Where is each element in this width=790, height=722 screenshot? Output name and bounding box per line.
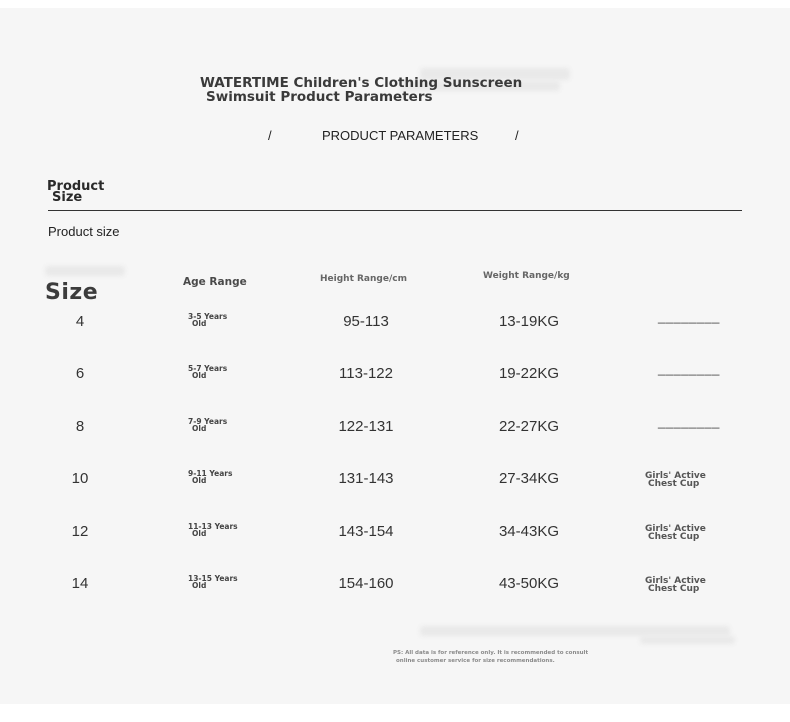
faded-text-blur: [45, 266, 125, 276]
slash-right: /: [515, 128, 519, 143]
age-cell-line-2: Old: [192, 371, 207, 380]
age-cell-line-2: Old: [192, 319, 207, 328]
size-cell: 14: [71, 575, 89, 592]
height-cell: 143-154: [338, 523, 394, 540]
footnote-line-1: PS: All data is for reference only. It is recommended to consult: [393, 650, 589, 656]
extra-cell-line-2: Chest Cup: [648, 479, 700, 489]
age-cell: [188, 470, 258, 484]
title-line-1: WATERTIME Children's Clothing Sunscreen: [200, 75, 523, 91]
weight-cell: 13-19KG: [498, 313, 560, 330]
footnote: [393, 649, 633, 665]
column-header-age: Age Range: [183, 276, 247, 288]
age-cell-line-2: Old: [192, 476, 207, 485]
extra-cell-line-1: Girls' Active: [645, 471, 706, 481]
age-cell-line-1: 13-15 Years: [188, 574, 238, 583]
section-title: [47, 181, 104, 203]
table-row: [0, 361, 790, 395]
section-divider: [48, 210, 742, 211]
column-header-size: Size: [45, 280, 99, 305]
section-title-line-2: Size: [52, 190, 83, 205]
document-title: [200, 76, 560, 104]
height-cell: 122-131: [338, 418, 394, 435]
age-cell: [188, 313, 258, 327]
extra-cell-line-2: Chest Cup: [648, 584, 700, 594]
faded-text-blur: [640, 636, 735, 644]
age-cell-line-2: Old: [192, 581, 207, 590]
section-subtitle: Product size: [48, 224, 120, 239]
weight-cell: 43-50KG: [498, 575, 560, 592]
column-header-height: Height Range/cm: [320, 274, 407, 284]
extra-cell-line-1: ________: [658, 361, 720, 376]
size-cell: 4: [75, 313, 85, 330]
extra-cell: [658, 361, 748, 376]
title-line-2: Swimsuit Product Parameters: [206, 89, 433, 105]
table-row: [0, 523, 790, 553]
extra-cell-line-1: ________: [658, 309, 720, 324]
extra-cell: [645, 577, 735, 593]
age-cell-line-1: 5-7 Years: [188, 364, 228, 373]
extra-cell-line-2: Chest Cup: [648, 532, 700, 542]
product-parameters-label: PRODUCT PARAMETERS: [322, 128, 479, 143]
age-cell: [188, 575, 258, 589]
extra-cell-line-1: Girls' Active: [645, 524, 706, 534]
size-cell: 6: [75, 365, 85, 382]
extra-cell-line-1: ________: [658, 414, 720, 429]
extra-cell: [658, 309, 748, 324]
table-row: [0, 575, 790, 605]
age-cell: [188, 523, 258, 537]
weight-cell: 34-43KG: [498, 523, 560, 540]
height-cell: 131-143: [338, 470, 394, 487]
age-cell-line-2: Old: [192, 424, 207, 433]
age-cell-line-1: 3-5 Years: [188, 312, 228, 321]
height-cell: 154-160: [338, 575, 394, 592]
table-row: [0, 414, 790, 448]
product-parameters-sheet: [0, 8, 790, 704]
table-row: [0, 470, 790, 500]
age-cell-line-1: 7-9 Years: [188, 417, 228, 426]
extra-cell: [658, 414, 748, 429]
weight-cell: 19-22KG: [498, 365, 560, 382]
height-cell: 113-122: [339, 365, 393, 382]
column-header-weight: Weight Range/kg: [483, 271, 570, 281]
faded-text-blur: [420, 626, 730, 636]
age-cell-line-1: 11-13 Years: [188, 522, 238, 531]
height-cell: 95-113: [343, 313, 389, 330]
extra-cell: [645, 472, 735, 488]
age-cell-line-1: 9-11 Years: [188, 469, 233, 478]
slash-left: /: [268, 128, 272, 143]
section-title-line-1: Product: [47, 179, 105, 194]
weight-cell: 27-34KG: [498, 470, 560, 487]
age-cell: [188, 365, 258, 379]
size-cell: 10: [71, 470, 89, 487]
size-cell: 12: [71, 523, 89, 540]
table-row: [0, 309, 790, 343]
extra-cell: [645, 525, 735, 541]
extra-cell-line-1: Girls' Active: [645, 576, 706, 586]
weight-cell: 22-27KG: [498, 418, 560, 435]
age-cell-line-2: Old: [192, 529, 207, 538]
age-cell: [188, 418, 258, 432]
size-cell: 8: [75, 418, 85, 435]
footnote-line-2: online customer service for size recommendations.: [396, 658, 555, 664]
